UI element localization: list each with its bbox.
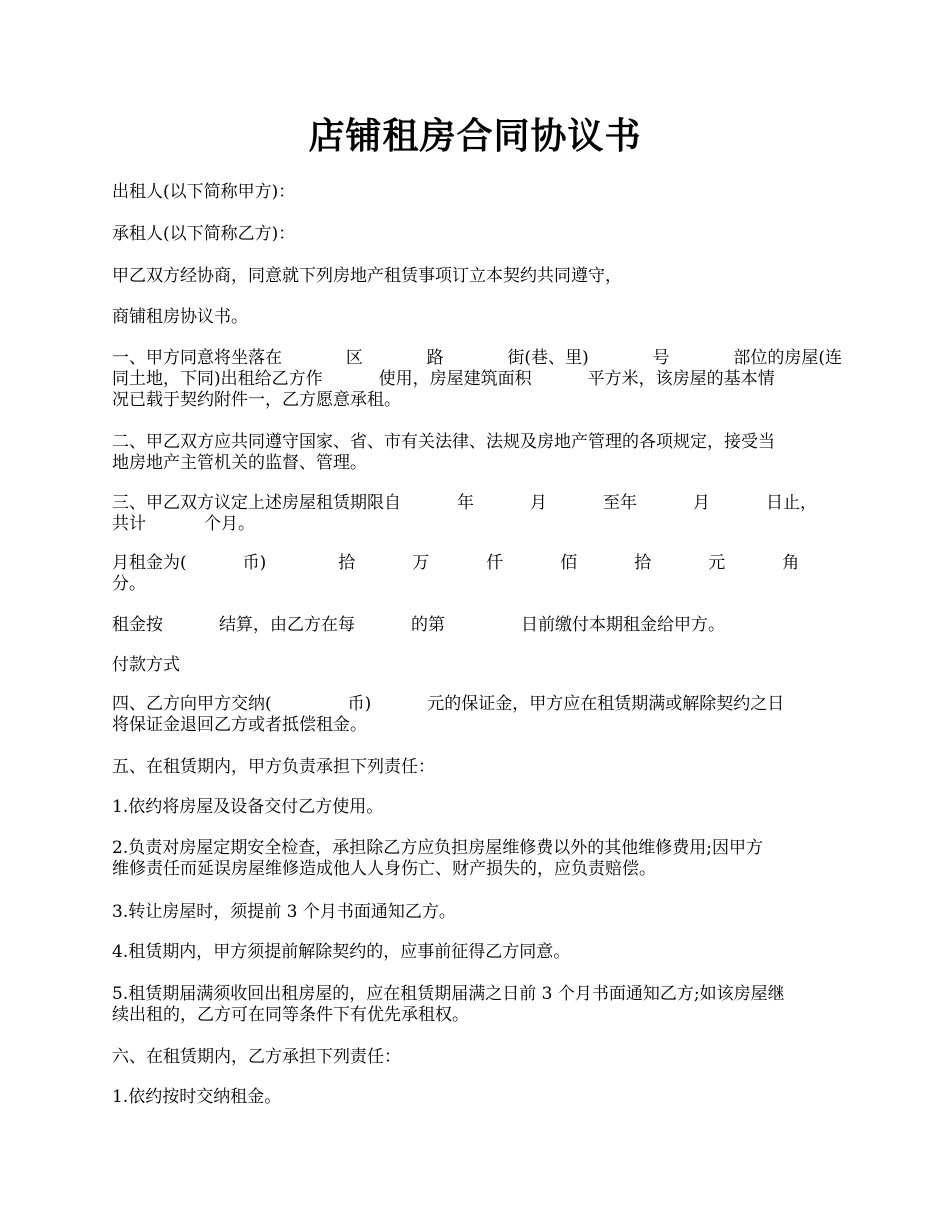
clause-5-heading: 五、在租赁期内，甲方负责承担下列责任：	[112, 757, 435, 777]
clause-5-item-5-line-1: 5.租赁期届满须收回出租房屋的，应在租赁期届满之日前 3 个月书面通知乙方;如该房屋继	[112, 984, 785, 1004]
clause-5-item-5-line-2: 续出租的，乙方可在同等条件下有优先承租权。	[112, 1005, 469, 1025]
intro-paragraph: 甲乙双方经协商，同意就下列房地产租赁事项订立本契约共同遵守，	[112, 266, 622, 286]
clause-1-line-1: 一、甲方同意将坐落在 区 路 街(巷、里) 号 部位的房屋(连	[112, 348, 842, 368]
clause-2-line-1: 二、甲乙双方应共同遵守国家、省、市有关法律、法规及房地产管理的各项规定，接受当	[112, 432, 775, 452]
settlement-clause: 租金按 结算，由乙方在每 的第 日前缴付本期租金给甲方。	[112, 615, 725, 635]
clause-4-line-1: 四、乙方向甲方交纳( 币) 元的保证金，甲方应在租赁期满或解除契约之日	[112, 694, 785, 714]
clause-4	[112, 694, 842, 736]
clause-5-item-2-line-1: 2.负责对房屋定期安全检查，承担除乙方应负担房屋维修费以外的其他维修费用;因甲方	[112, 838, 763, 858]
clause-5-item-2	[112, 838, 842, 880]
clause-5-item-3: 3.转让房屋时，须提前 3 个月书面通知乙方。	[112, 902, 456, 922]
lessee-line: 承租人(以下简称乙方)：	[112, 224, 296, 244]
clause-5-item-4: 4.租赁期内，甲方须提前解除契约的，应事前征得乙方同意。	[112, 942, 571, 962]
clause-2-line-2: 地房地产主管机关的监督、管理。	[112, 453, 367, 473]
rent-clause	[112, 553, 842, 595]
clause-5-item-5	[112, 984, 842, 1026]
clause-3-line-2: 共计 个月。	[112, 514, 255, 534]
clause-3-line-1: 三、甲乙双方议定上述房屋租赁期限自 年 月 至年 月 日止，	[112, 493, 817, 513]
clause-3	[112, 493, 842, 535]
agreement-name: 商铺租房协议书。	[112, 307, 248, 327]
clause-2	[112, 432, 842, 474]
clause-6-item-1: 1.依约按时交纳租金。	[112, 1087, 282, 1107]
lessor-line: 出租人(以下简称甲方)：	[112, 182, 296, 202]
clause-1-line-2: 同土地，下同)出租给乙方作 使用，房屋建筑面积 平方米，该房屋的基本情	[112, 369, 775, 389]
clause-1	[112, 348, 842, 411]
rent-line-1: 月租金为( 币) 拾 万 仟 佰 拾 元 角	[112, 553, 800, 573]
rent-line-2: 分。	[112, 574, 146, 594]
document-title: 店铺租房合同协议书	[308, 115, 642, 157]
clause-1-line-3: 况已载于契约附件一，乙方愿意承租。	[112, 390, 401, 410]
payment-method: 付款方式	[112, 655, 180, 675]
clause-5-item-2-line-2: 维修责任而延误房屋维修造成他人人身伤亡、财产损失的，应负责赔偿。	[112, 859, 656, 879]
clause-6-heading: 六、在租赁期内，乙方承担下列责任：	[112, 1047, 401, 1067]
clause-5-item-1: 1.依约将房屋及设备交付乙方使用。	[112, 797, 384, 817]
clause-4-line-2: 将保证金退回乙方或者抵偿租金。	[112, 715, 367, 735]
